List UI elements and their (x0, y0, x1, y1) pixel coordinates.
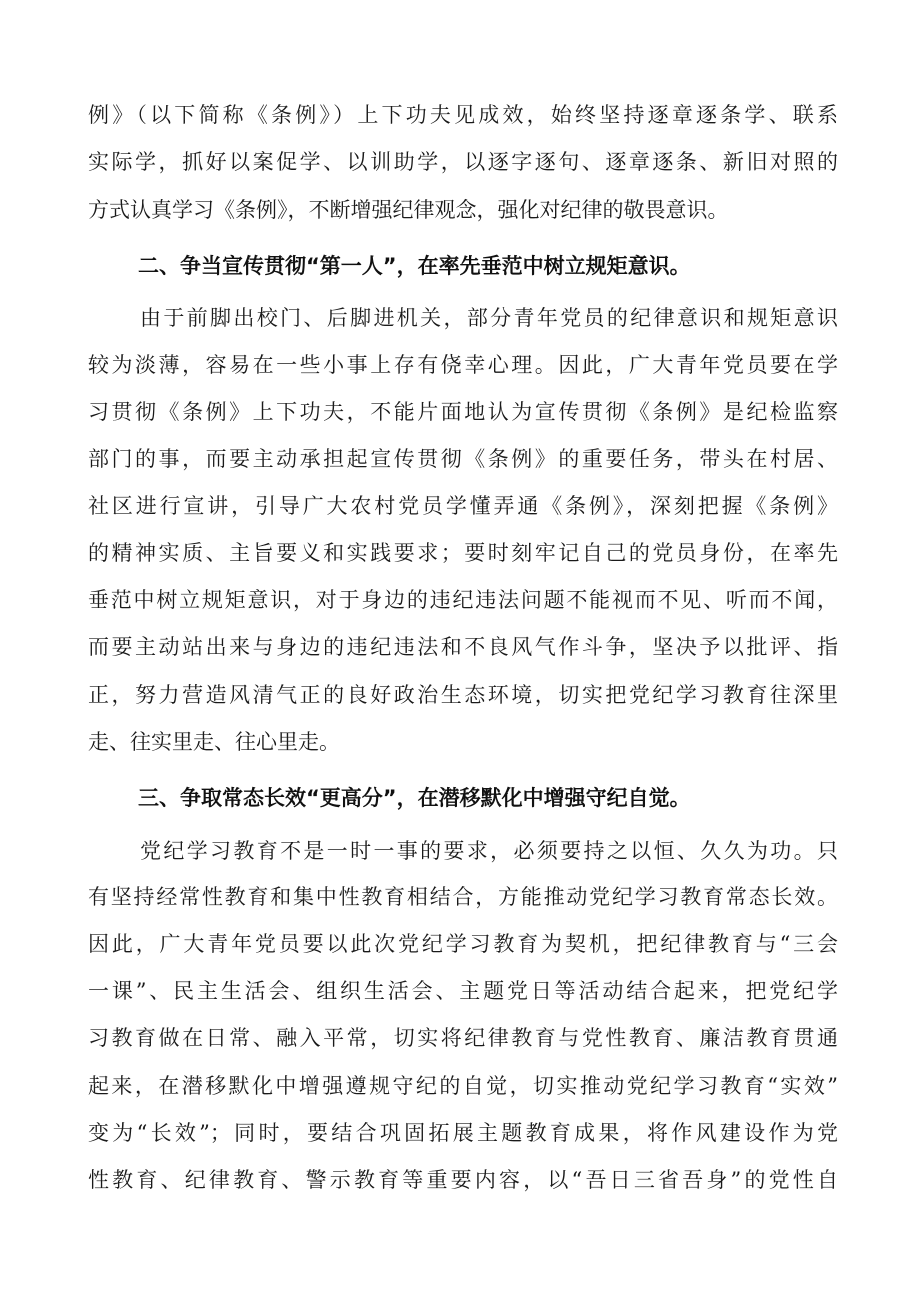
section-heading: 三、争取常态长效“更高分”，在潜移默化中增强守纪自觉。 (138, 786, 691, 810)
paragraph-line: 社区进行宣讲，引导广大农村党员学懂弄通《条例》，深刻把握《条例》 (88, 494, 838, 518)
paragraph-line: 走、往实里走、往心里走。 (88, 730, 340, 754)
paragraph-line: 方式认真学习《条例》，不断增强纪律观念，强化对纪律的敬畏意识。 (88, 198, 729, 222)
paragraph-line: 而要主动站出来与身边的违纪违法和不良风气作斗争，坚决予以批评、指 (88, 635, 838, 659)
paragraph-line: 起来，在潜移默化中增强遵规守纪的自觉，切实推动党纪学习教育“实效” (88, 1074, 838, 1098)
paragraph-line: 部门的事，而要主动承担起宣传贯彻《条例》的重要任务，带头在村居、 (88, 447, 838, 471)
paragraph-line: 实际学，抓好以案促学、以训助学，以逐字逐句、逐章逐条、新旧对照的 (88, 150, 838, 174)
paragraph-line: 较为淡薄，容易在一些小事上存有侥幸心理。因此，广大青年党员要在学 (88, 353, 838, 377)
paragraph-line: 一课”、民主生活会、组织生活会、主题党日等活动结合起来，把党纪学 (88, 979, 838, 1003)
paragraph-line: 由于前脚出校门、后脚进机关，部分青年党员的纪律意识和规矩意识 (140, 306, 838, 330)
paragraph-line: 习教育做在日常、融入平常，切实将纪律教育与党性教育、廉洁教育贯通 (88, 1026, 838, 1050)
paragraph-line: 例》（以下简称《条例》）上下功夫见成效，始终坚持逐章逐条学、联系 (88, 103, 838, 127)
paragraph-line: 习贯彻《条例》上下功夫，不能片面地认为宣传贯彻《条例》是纪检监察 (88, 400, 838, 424)
paragraph-line: 有坚持经常性教育和集中性教育相结合，方能推动党纪学习教育常态长效。 (88, 885, 838, 909)
paragraph-line: 的精神实质、主旨要义和实践要求；要时刻牢记自己的党员身份，在率先 (88, 541, 838, 565)
section-heading: 二、争当宣传贯彻“第一人”，在率先垂范中树立规矩意识。 (138, 254, 691, 278)
paragraph-line: 正，努力营造风清气正的良好政治生态环境，切实把党纪学习教育往深里 (88, 683, 838, 707)
paragraph-line: 因此，广大青年党员要以此次党纪学习教育为契机，把纪律教育与“三会 (88, 932, 838, 956)
paragraph-line: 变为“长效”；同时，要结合巩固拓展主题教育成果，将作风建设作为党 (88, 1121, 838, 1145)
paragraph-line: 垂范中树立规矩意识，对于身边的违纪违法问题不能视而不见、听而不闻， (88, 588, 838, 612)
paragraph-line: 党纪学习教育不是一时一事的要求，必须要持之以恒、久久为功。只 (140, 839, 838, 863)
paragraph-line: 性教育、纪律教育、警示教育等重要内容，以“吾日三省吾身”的党性自 (88, 1168, 838, 1192)
